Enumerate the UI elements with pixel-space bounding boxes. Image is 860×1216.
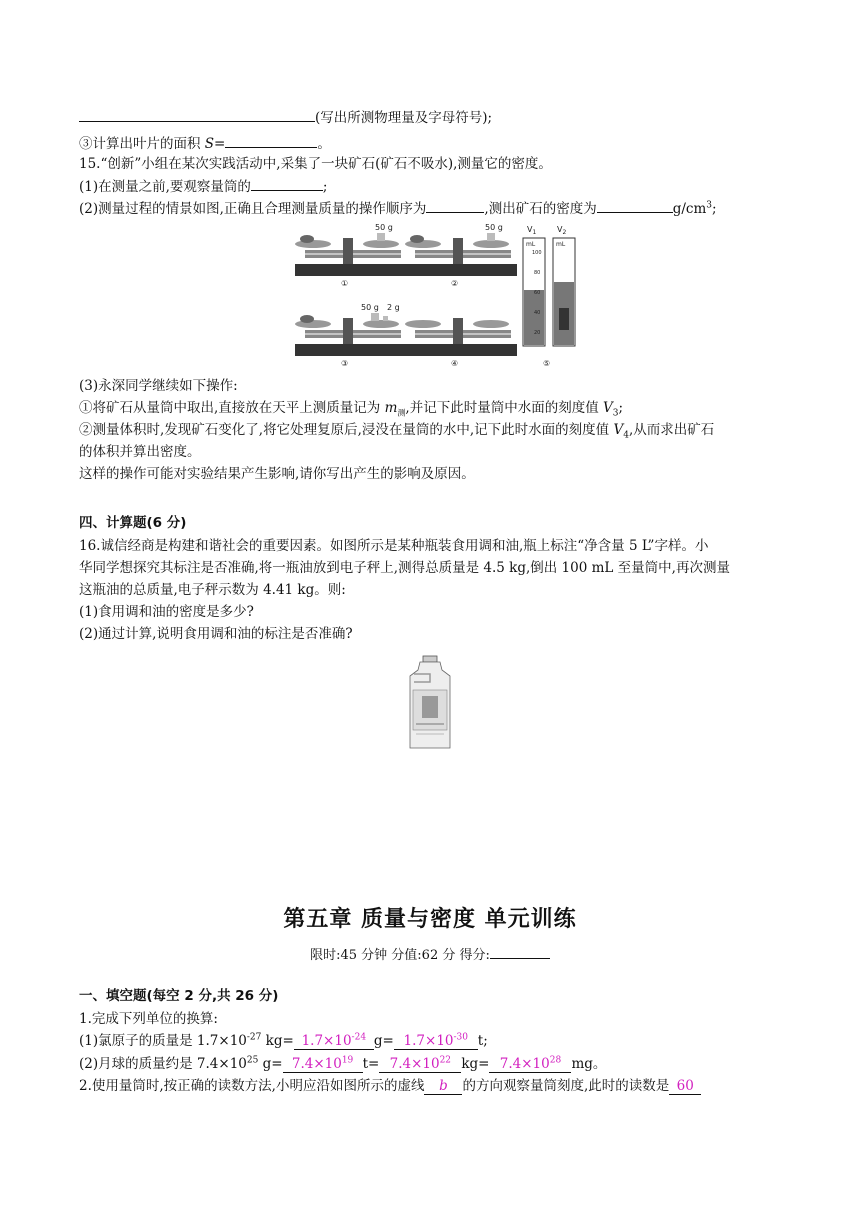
q16-sub1: (1)食用调和油的密度是多少? <box>79 604 254 620</box>
svg-text:40: 40 <box>534 310 541 316</box>
weight-label: 2 g <box>387 303 400 312</box>
answer-value: $1.7\times 10^{-24}$ <box>294 1033 374 1050</box>
answer-value: $7.4\times 10^{28}$ <box>489 1056 571 1073</box>
balance-3 <box>295 303 407 368</box>
chapter-subtitle: 限时:45 分钟 分值:62 分 得分: <box>0 944 860 963</box>
q16-line1: 16.诚信经商是构建和谐社会的重要因素。如图所示是某种瓶装食用调和油,瓶上标注“净含量 5 L”字样。小 <box>79 538 709 554</box>
answer-value: $7.4\times 10^{19}$ <box>283 1056 363 1073</box>
weight-label: 50 g <box>361 303 379 312</box>
figure-label-1: ① <box>341 279 349 288</box>
balance-2 <box>405 223 517 288</box>
answer-blank <box>597 198 673 213</box>
figure-label-4: ④ <box>451 359 459 368</box>
q1-part1: (1)氯原子的质量是 $1.7\times 10^{-27}$ $kg= 1.7\times 10^{-24}$ $g= 1.7\times 10^{-30}$ t; <box>79 1032 488 1049</box>
answer-value: b <box>424 1078 462 1095</box>
score-blank <box>490 944 550 959</box>
q1-stem: 1.完成下列单位的换算: <box>79 1011 218 1027</box>
balance-measurement-figure <box>283 220 583 372</box>
answer-blank <box>426 198 484 213</box>
q16-sub2: (2)通过计算,说明食用调和油的标注是否准确? <box>79 626 353 642</box>
weight-label: 50 g <box>375 223 393 232</box>
q15-part2: (2)测量过程的情景如图,正确且合理测量质量的操作顺序为 ,测出矿石的密度为 $g/cm^3$; <box>79 198 717 218</box>
svg-text:100: 100 <box>532 250 542 256</box>
answer-blank <box>251 176 323 191</box>
svg-text:20: 20 <box>534 330 541 336</box>
figure-label-2: ② <box>451 279 459 288</box>
weight-label: 50 g <box>485 223 503 232</box>
q15-part3-question: 这样的操作可能对实验结果产生影响,请你写出产生的影响及原因。 <box>79 466 475 482</box>
q15-part3-step2-cont: 的体积并算出密度。 <box>79 444 201 460</box>
svg-text:V2: $V_2$ <box>557 225 567 236</box>
q15-part3-step2: ②测量体积时,发现矿石变化了,将它处理复原后,浸没在量筒的水中,记下此时水面的刻度值 $V_4$,从而求出矿石 <box>79 422 715 441</box>
answer-value: $1.7\times 10^{-30}$ <box>394 1033 478 1050</box>
q16-line2: 华同学想探究其标注是否准确,将一瓶油放到电子秤上,测得总质量是 4.5 kg,倒出 100 mL 至量筒中,再次测量 <box>79 560 730 576</box>
svg-text:mL: mL <box>556 241 566 248</box>
q15-part3: (3)永深同学继续如下操作: <box>79 378 238 394</box>
svg-text:V1: $V_1$ <box>527 225 537 236</box>
oil-bottle-image <box>404 654 456 752</box>
answer-blank <box>79 107 315 122</box>
balance-4 <box>405 318 517 368</box>
q2-line: 2.使用量筒时,按正确的读数方法,小明应沿如图所示的虚线 b 的方向观察量筒刻度,此时的读数是 60 <box>79 1077 701 1095</box>
svg-text:mL: mL <box>526 241 536 248</box>
q16-line3: 这瓶油的总质量,电子秤示数为 4.41 kg。则: <box>79 582 346 598</box>
q1-part2: (2)月球的质量约是 $7.4\times 10^{25}$ $g= 7.4\times 10^{19}$ $t= 7.4\times 10^{22}$ $kg= 7.4\times 10^{28}$ mg。 <box>79 1055 607 1072</box>
q15-part3-step1: ①将矿石从量筒中取出,直接放在天平上测质量记为 $m_测$,并记下此时量筒中水面的刻度值 $V_3$; <box>79 400 624 419</box>
q15-stem: 15.“创新”小组在某次实践活动中,采集了一块矿石(矿石不吸水),测量它的密度。 <box>79 156 552 172</box>
figure-label-5: ⑤ <box>543 359 551 368</box>
q14-line1: (写出所测物理量及字母符号); <box>79 107 492 127</box>
measuring-cylinders <box>523 225 575 368</box>
q15-part1: (1)在测量之前,要观察量筒的 ; <box>79 176 327 196</box>
answer-value: 60 <box>669 1078 701 1095</box>
svg-text:60: 60 <box>534 290 541 296</box>
svg-text:80: 80 <box>534 270 541 276</box>
answer-blank <box>225 133 317 148</box>
figure-label-3: ③ <box>341 359 349 368</box>
chapter-title: 第五章 质量与密度 单元训练 <box>283 907 577 932</box>
balance-1 <box>295 223 407 288</box>
section1-heading: 一、填空题(每空 2 分,共 26 分) <box>79 988 279 1004</box>
section4-heading: 四、计算题(6 分) <box>79 515 187 531</box>
answer-value: $7.4\times 10^{22}$ <box>379 1056 461 1073</box>
q14-line2: ③计算出叶片的面积 S= 。 <box>79 133 331 153</box>
